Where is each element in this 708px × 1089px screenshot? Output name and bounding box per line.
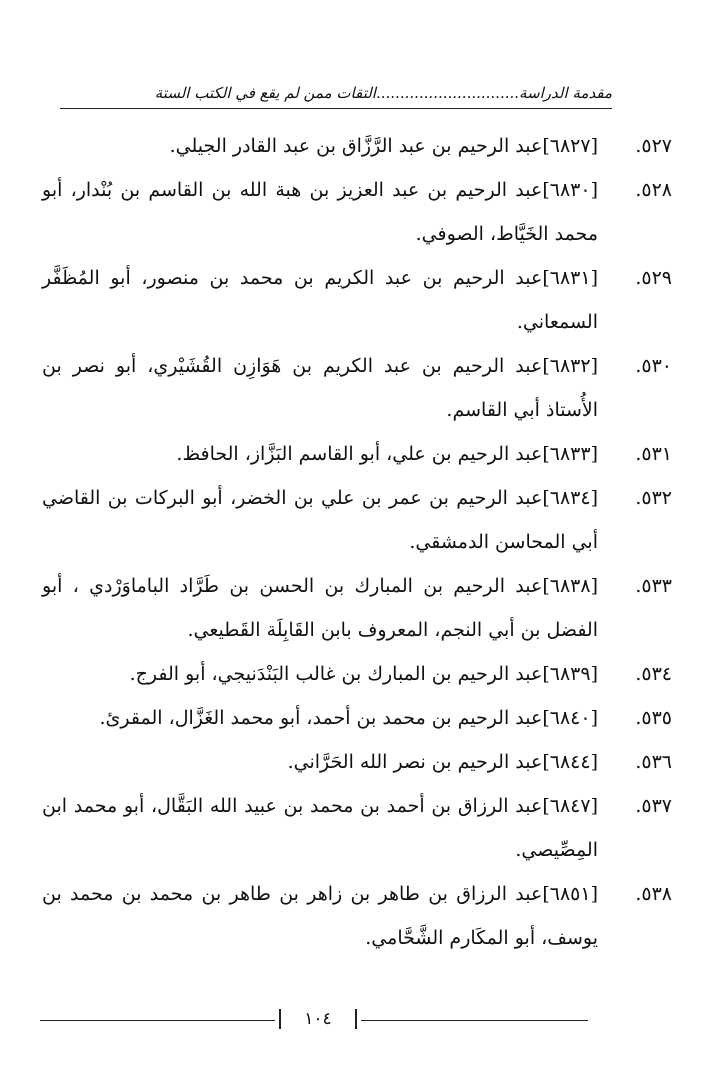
- page-footer: [40, 1010, 588, 1038]
- entry-item: [42, 124, 672, 168]
- entry-text: [٦٨٣٠]عبد الرحيم بن عبد العزيز بن هبة الله بن القاسم بن بُنْدار، أبو محمد الخَيَّاط، الصوفي.: [42, 179, 598, 245]
- entry-item: [42, 432, 672, 476]
- entry-number: ٥٢٨.: [635, 179, 672, 201]
- entry-text: [٦٨٤٠]عبد الرحيم بن محمد بن أحمد، أبو محمد الغَزَّال، المقرئ.: [99, 707, 598, 729]
- entry-item: [42, 256, 672, 344]
- entry-text: [٦٨٣١]عبد الرحيم بن عبد الكريم بن محمد بن منصور، أبو المُظَفَّر السمعاني.: [42, 267, 598, 333]
- entry-text: [٦٨٤٧]عبد الرزاق بن أحمد بن محمد بن عبيد الله البَقَّال، أبو محمد ابن المِصِّيصي.: [42, 795, 598, 861]
- entry-item: [42, 652, 672, 696]
- entry-item: [42, 696, 672, 740]
- entry-item: [42, 476, 672, 564]
- entry-item: [42, 344, 672, 432]
- entry-number: ٥٣٨.: [635, 883, 672, 905]
- entry-item: [42, 564, 672, 652]
- entry-text: [٦٨٣٩]عبد الرحيم بن المبارك بن غالب البَنْدَنيجي، أبو الفرج.: [129, 663, 598, 685]
- entry-number: ٥٢٧.: [635, 135, 672, 157]
- page-number: ١٠٤: [275, 1006, 361, 1032]
- entry-number: ٥٣٥.: [635, 707, 672, 729]
- entry-list: [42, 124, 672, 960]
- entry-text: [٦٨٣٨]عبد الرحيم بن المبارك بن الحسن بن طَرَّاد الباماوَرْدي ، أبو الفضل بن أبي النجم، المعروف بابن القَابِلَة القَطيعي.: [42, 575, 598, 641]
- entry-text: [٦٨٣٤]عبد الرحيم بن عمر بن علي بن الخضر، أبو البركات بن القاضي أبي المحاسن الدمشقي.: [42, 487, 598, 553]
- entry-text: [٦٨٥١]عبد الرزاق بن طاهر بن زاهر بن طاهر بن محمد بن محمد بن يوسف، أبو المكَارم الشَّحَّامي.: [42, 883, 598, 949]
- entry-item: [42, 784, 672, 872]
- entry-text: [٦٨٢٧]عبد الرحيم بن عبد الرَّزَّاق بن عبد القادر الجيلي.: [169, 135, 598, 157]
- entry-number: ٥٣٢.: [635, 487, 672, 509]
- running-header: مقدمة الدراسة..............................التقات ممن لم يقع في الكتب الستة: [60, 84, 612, 109]
- entry-text: [٦٨٣٢]عبد الرحيم بن عبد الكريم بن هَوَازِن القُشَيْري، أبو نصر بن الأُستاذ أبي القاسم.: [42, 355, 598, 421]
- entry-item: [42, 168, 672, 256]
- entry-text: [٦٨٤٤]عبد الرحيم بن نصر الله الحَرَّاني.: [287, 751, 598, 773]
- entry-item: [42, 872, 672, 960]
- entry-item: [42, 740, 672, 784]
- entry-number: ٥٣٤.: [635, 663, 672, 685]
- entry-number: ٥٣١.: [635, 443, 672, 465]
- entry-number: ٥٣٠.: [635, 355, 672, 377]
- entry-number: ٥٣٣.: [635, 575, 672, 597]
- entry-text: [٦٨٣٣]عبد الرحيم بن علي، أبو القاسم البَزَّاز، الحافظ.: [176, 443, 598, 465]
- entry-number: ٥٣٦.: [635, 751, 672, 773]
- entry-number: ٥٢٩.: [635, 267, 672, 289]
- entry-number: ٥٣٧.: [635, 795, 672, 817]
